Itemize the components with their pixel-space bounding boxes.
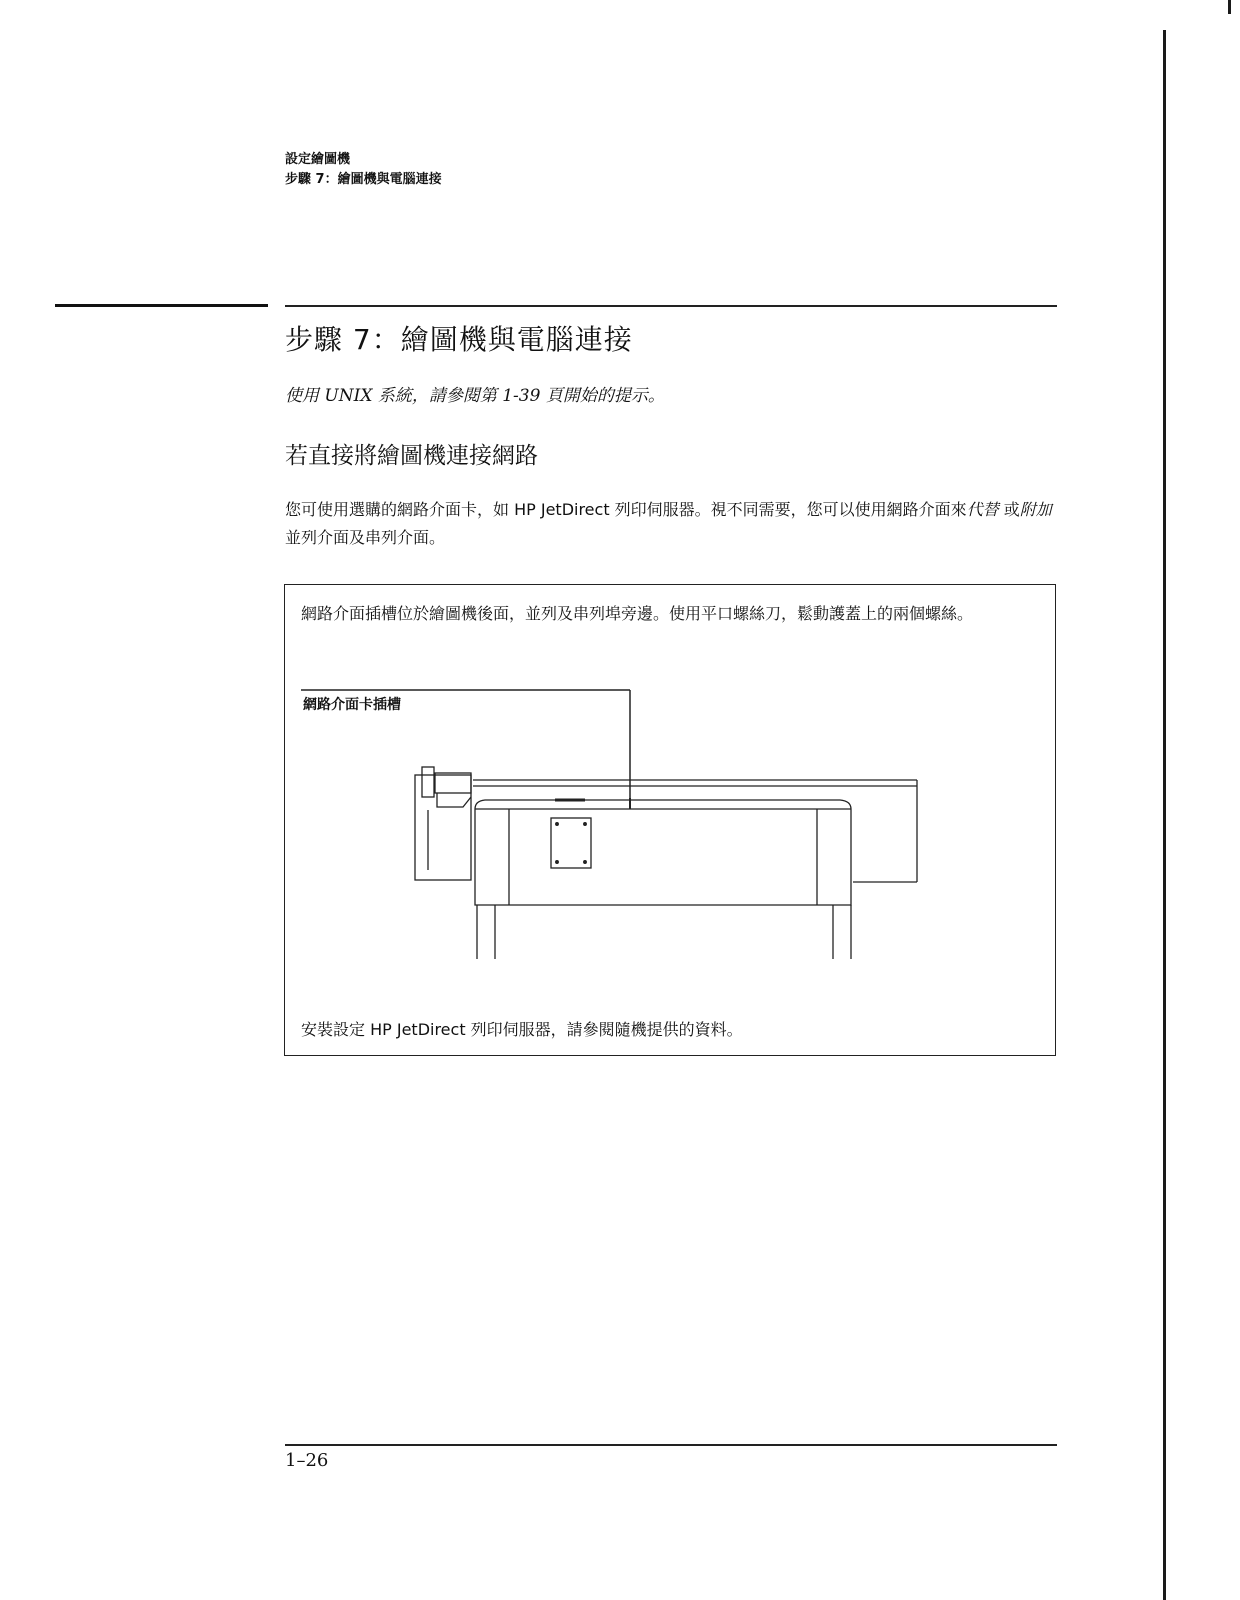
intro-text-1: 您可使用選購的網路介面卡，如 HP JetDirect 列印伺服器。視不同需要，您可以使用網路介面來 bbox=[285, 500, 967, 519]
margin-rule bbox=[55, 304, 268, 307]
figure-footer-note: 安裝設定 HP JetDirect 列印伺服器，請參閱隨機提供的資料。 bbox=[301, 1020, 743, 1039]
intro-paragraph bbox=[285, 496, 1060, 552]
figure-box bbox=[284, 584, 1056, 1056]
plotter-rear-illustration bbox=[285, 585, 1055, 1055]
running-head bbox=[285, 150, 442, 190]
section-title: 步驟 7：繪圖機與電腦連接 bbox=[285, 323, 633, 356]
figure-description: 網路介面插槽位於繪圖機後面，並列及串列埠旁邊。使用平口螺絲刀，鬆動護蓋上的兩個螺絲。 bbox=[301, 604, 974, 623]
corner-scan-mark bbox=[1228, 0, 1231, 14]
unix-note: 使用 UNIX 系統，請參閱第 1-39 頁開始的提示。 bbox=[285, 386, 665, 406]
running-head-chapter: 設定繪圖機 bbox=[285, 152, 351, 167]
intro-emphasis-addition: 附加 bbox=[1019, 500, 1052, 519]
callout-label: 網路介面卡插槽 bbox=[303, 697, 401, 713]
intro-text-or: 或 bbox=[998, 500, 1020, 519]
subheading: 若直接將繪圖機連接網路 bbox=[285, 443, 538, 469]
intro-emphasis-instead: 代替 bbox=[966, 500, 999, 519]
footer-rule bbox=[285, 1444, 1057, 1446]
page-number: 1–26 bbox=[285, 1450, 329, 1471]
intro-text-2: 並列介面及串列介面。 bbox=[285, 528, 446, 547]
running-head-section: 步驟 7：繪圖機與電腦連接 bbox=[285, 172, 442, 187]
binding-edge bbox=[1163, 30, 1166, 1600]
section-rule bbox=[285, 305, 1057, 307]
